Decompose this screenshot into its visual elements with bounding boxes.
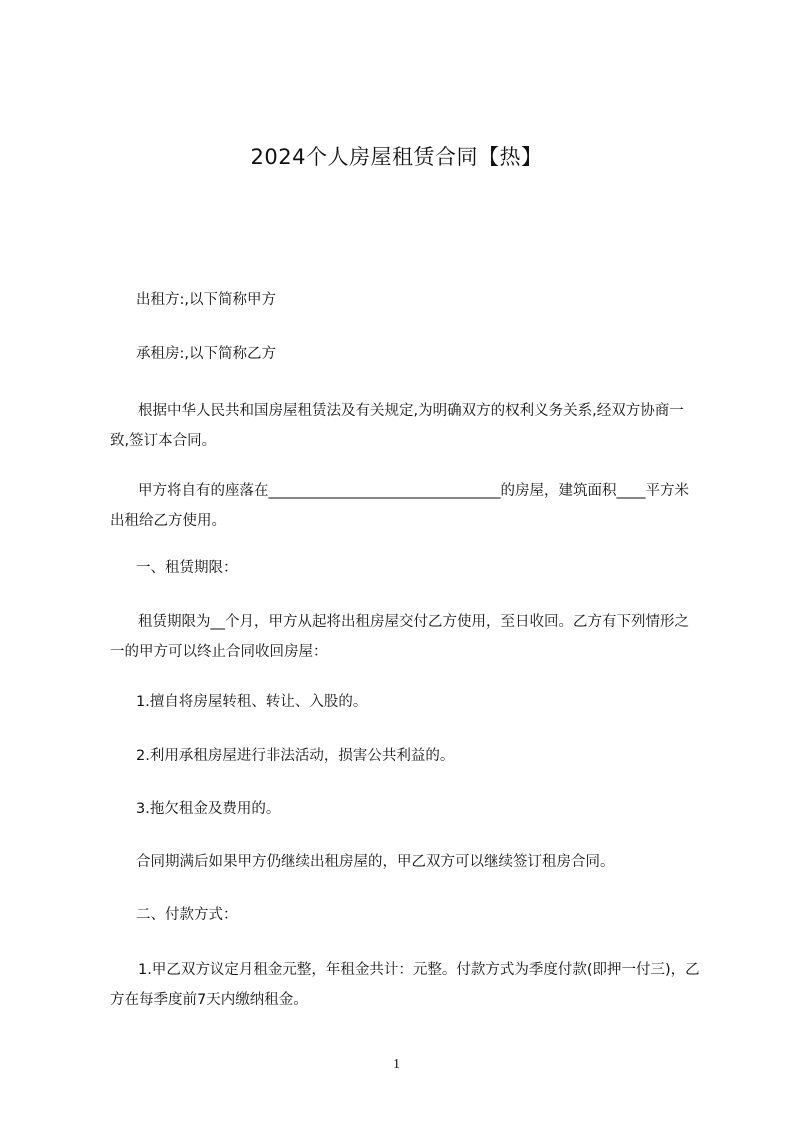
section-heading-payment: 二、付款方式： [136,907,238,923]
clause-item-3: 3.拖欠租金及费用的。 [136,801,281,817]
lease-term-paragraph: 租赁期限为__个月，甲方从起将出租房屋交付乙方使用，至日收回。乙方有下列情形之一的甲方可以终止合同收回房屋： [110,614,689,660]
lessee-line: 承租房:,以下简称乙方 [136,346,276,362]
section-heading-lease-term: 一、租赁期限： [136,560,238,576]
page-number: 1 [393,1057,400,1072]
document-title: 2024个人房屋租赁合同【热】 [250,145,543,169]
preamble-paragraph: 根据中华人民共和国房屋租赁法及有关规定,为明确双方的权利义务关系,经双方协商一致,签订本合同。 [110,403,684,449]
payment-clause-1: 1.甲乙双方议定月租金元整，年租金共计：元整。付款方式为季度付款(即押一付三)，乙方在每季度前7天内缴纳租金。 [110,962,700,1008]
clause-item-1: 1.擅自将房屋转租、转让、入股的。 [136,694,368,710]
clause-item-2: 2.利用承租房屋进行非法活动，损害公共利益的。 [136,748,455,764]
lessor-line: 出租方:,以下简称甲方 [136,292,276,308]
property-paragraph: 甲方将自有的座落在________________________________的房屋，建筑面积____平方米出租给乙方使用。 [110,483,689,529]
renewal-paragraph: 合同期满后如果甲方仍继续出租房屋的，甲乙双方可以继续签订租房合同。 [136,854,615,870]
